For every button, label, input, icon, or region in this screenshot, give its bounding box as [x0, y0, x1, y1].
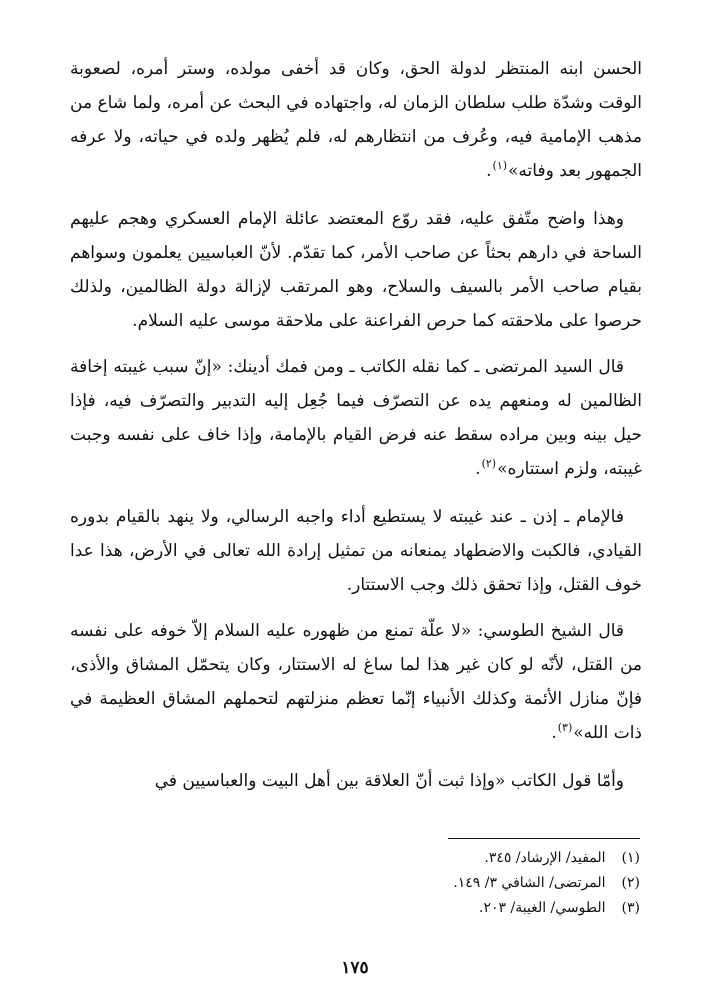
footnote-1-number: (١) — [621, 850, 640, 866]
paragraph-2 — [70, 202, 642, 338]
footnote-1-text: المفيد/ الإرشاد/ ٣٤٥. — [484, 850, 606, 866]
footnote-2-text: المرتضى/ الشافي ٣/ ١٤٩. — [453, 875, 606, 891]
footnote-3-number: (٣) — [621, 900, 640, 916]
paragraph-2-text: وهذا واضح متّفق عليه، فقد روّع المعتضد عائلة الإمام العسكري وهجم عليهم الساحة في دارهم بحثاً عن صاحب الأمر، كما تقدّم. لأنّ العباسيين يعلمون وسواهم بقيام صاحب الأمر بالسيف والسلاح، وهو المرتقب لإزالة دولة الظالمين، ولذلك حرصوا على ملاحقته كما حرص الفراعنة على ملاحقة موسى عليه السلام. — [70, 209, 642, 331]
paragraph-1 — [70, 52, 642, 190]
footnote-3-text: الطوسي/ الغيبة/ ٢٠٣. — [479, 900, 606, 916]
footnotes — [220, 846, 640, 921]
footnote-divider — [448, 838, 640, 839]
footnote-3 — [220, 896, 640, 921]
footnote-ref-1: (١) — [492, 159, 508, 172]
paragraph-4 — [70, 500, 642, 602]
footnote-ref-3: (٣) — [557, 721, 573, 734]
page-number: ١٧٥ — [341, 958, 369, 978]
paragraph-1-text: الحسن ابنه المنتظر لدولة الحق، وكان قد أخفى مولده، وستر أمره، لصعوبة الوقت وشدّة طلب سلطان الزمان له، واجتهاده في البحث عن أمره، ولما شاع من مذهب الإمامية فيه، وعُرف من انتظارهم له، فلم يُظهر ولده في حياته، ولا عرفه الجمهور بعد وفاته» — [70, 59, 642, 181]
paragraph-4-text: فالإمام ـ إذن ـ عند غيبته لا يستطيع أداء واجبه الرسالي، ولا ينهد بالقيام بدوره القيادي، فالكبت والاضطهاد يمنعانه من تمثيل إرادة الله تعالى في الأرض، هذا عدا خوف القتل، وإذا تحقق ذلك وجب الاستتار. — [70, 507, 642, 595]
paragraph-5 — [70, 614, 642, 752]
footnote-1 — [220, 846, 640, 871]
paragraph-6 — [70, 764, 642, 798]
paragraph-1-tail: . — [486, 161, 492, 181]
page-body — [70, 52, 642, 810]
footnote-2-number: (٢) — [621, 875, 640, 891]
footnote-2 — [220, 871, 640, 896]
footnote-ref-2: (٢) — [481, 457, 497, 470]
paragraph-6-text: وأمّا قول الكاتب «وإذا ثبت أنّ العلاقة بين أهل البيت والعباسيين في — [154, 771, 624, 791]
paragraph-5-text: قال الشيخ الطوسي: «لا علّة تمنع من ظهوره عليه السلام إلاّ خوفه على نفسه من القتل، لأنّه لو كان غير هذا لما ساغ له الاستتار، وكان يتحمّل المشاق والأذى، فإنّ منازل الأئمة وكذلك الأنبياء إنّما تعظم منزلتهم لتحملهم المشاق العظيمة في ذات الله» — [70, 621, 642, 743]
paragraph-3-text: قال السيد المرتضى ـ كما نقله الكاتب ـ ومن فمك أدينك: «إنّ سبب غيبته إخافة الظالمين له ومنعهم يده عن التصرّف فيما جُعِل إليه التدبير والتصرّف فيه، فإذا حيل بينه وبين مراده سقط عنه فرض القيام بالإمامة، وإذا خاف على نفسه وجبت غيبته، ولزم استتاره» — [70, 357, 642, 479]
paragraph-3 — [70, 350, 642, 488]
paragraph-3-tail: . — [475, 459, 481, 479]
paragraph-5-tail: . — [551, 723, 557, 743]
